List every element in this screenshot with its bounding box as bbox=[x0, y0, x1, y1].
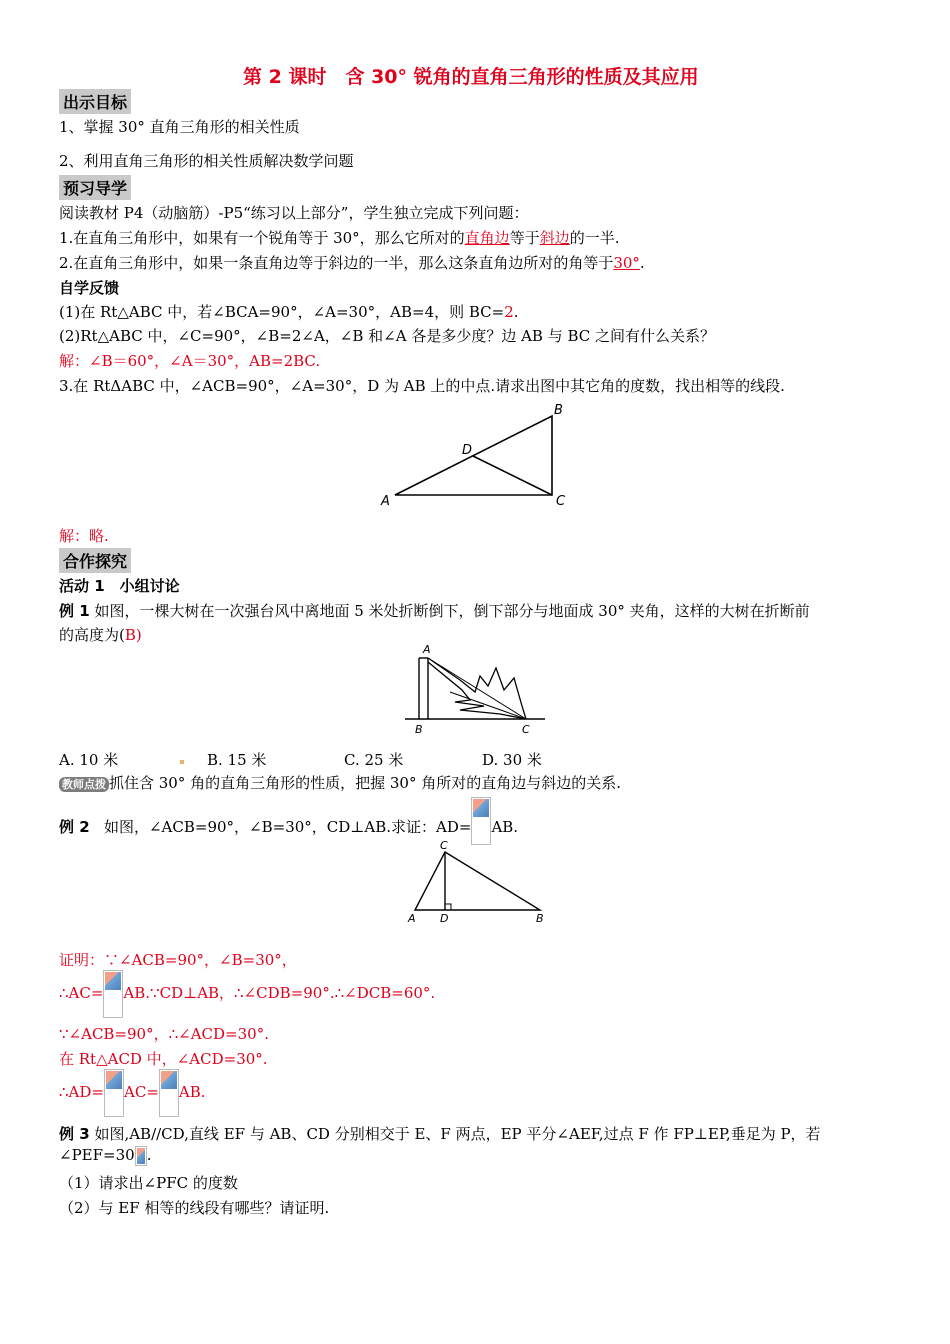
section-cooperation: 合作探究 bbox=[59, 548, 131, 573]
marker-dot bbox=[180, 760, 184, 764]
goal-2: 2、利用直角三角形的相关性质解决数学问题 bbox=[59, 152, 354, 170]
fig2-label-c: C bbox=[522, 723, 530, 736]
section-preview: 预习导学 bbox=[59, 175, 131, 200]
section-goals: 出示目标 bbox=[59, 89, 131, 114]
option-a: A. 10 米 bbox=[59, 751, 119, 769]
example-2: 例 2 如图，∠ACB=90°，∠B=30°，CD⊥AB.求证：AD= AB. bbox=[59, 811, 518, 845]
fig1-label-c: C bbox=[556, 494, 566, 509]
broken-tree-figure bbox=[400, 640, 550, 738]
fig1-label-a: A bbox=[381, 494, 390, 509]
question-3: 3.在 RtΔABC 中，∠ACB=90°，∠A=30°，D 为 AB 上的中点.请求出图中其它角的度数，找出相等的线段. bbox=[59, 377, 785, 395]
fig2-label-a: A bbox=[423, 643, 431, 656]
activity-1-heading: 活动 1 小组讨论 bbox=[59, 577, 180, 595]
fraction-half-image bbox=[103, 970, 123, 1018]
example-3-line-1: 例 3 如图,AB//CD,直线 EF 与 AB、CD 分别相交于 E、F 两点，EP 平分∠AEF,过点 F 作 FP⊥EP,垂足为 P，若 bbox=[59, 1125, 821, 1143]
option-d: D. 30 米 bbox=[482, 751, 542, 769]
option-c: C. 25 米 bbox=[344, 751, 404, 769]
triangle-figure-2 bbox=[400, 838, 560, 930]
preview-item-2: 2.在直角三角形中，如果一条直角边等于斜边的一半，那么这条直角边所对的角等于30°. bbox=[59, 254, 645, 272]
fig3-label-d: D bbox=[440, 912, 449, 925]
triangle-figure-1 bbox=[370, 398, 580, 513]
fig1-label-b: B bbox=[554, 403, 563, 418]
question-1: (1)在 Rt△ABC 中，若∠BCA=90°，∠A=30°，AB=4，则 BC=2. bbox=[59, 303, 519, 321]
proof-line-5: ∴AD= AC= AB. bbox=[59, 1069, 206, 1117]
reading-instruction: 阅读教材 P4（动脑筋）-P5“练习以上部分”，学生独立完成下列问题： bbox=[59, 204, 529, 222]
proof-line-3: ∵∠ACB=90°，∴∠ACD=30°. bbox=[59, 1025, 269, 1043]
page-title: 第 2 课时 含 30° 锐角的直角三角形的性质及其应用 bbox=[243, 66, 699, 88]
example-1-line-2: 的高度为(B) bbox=[59, 626, 142, 644]
teacher-tip-badge: 教师点拨 bbox=[59, 777, 109, 792]
question-2-answer: 解：∠B＝60°，∠A＝30°，AB=2BC. bbox=[59, 352, 321, 370]
fig1-label-d: D bbox=[462, 443, 473, 458]
fig3-label-b: B bbox=[536, 912, 544, 925]
fig2-label-b: B bbox=[415, 723, 423, 736]
fig3-label-c: C bbox=[440, 839, 448, 852]
goal-1: 1、掌握 30° 直角三角形的相关性质 bbox=[59, 118, 300, 136]
preview-item-1: 1.在直角三角形中，如果有一个锐角等于 30°，那么它所对的直角边等于斜边的一半. bbox=[59, 229, 620, 247]
proof-line-1: 证明：∵∠ACB=90°，∠B=30°， bbox=[59, 951, 297, 969]
teacher-tip: 教师点拨 抓住含 30° 角的直角三角形的性质，把握 30° 角所对的直角边与斜边的关系. bbox=[59, 772, 621, 793]
proof-line-4: 在 Rt△ACD 中，∠ACD=30°. bbox=[59, 1050, 268, 1068]
option-b: B. 15 米 bbox=[207, 751, 267, 769]
example-3-line-2: ∠PEF=30 . bbox=[59, 1146, 152, 1164]
fig3-label-a: A bbox=[408, 912, 416, 925]
example-1-line-1: 例 1 如图，一棵大树在一次强台风中离地面 5 米处折断倒下，倒下部分与地面成 30° 夹角，这样的大树在折断前 bbox=[59, 602, 810, 620]
proof-line-2: ∴AC= AB.∵CD⊥AB，∴∠CDB=90°.∴∠DCB=60°. bbox=[59, 970, 435, 1018]
question-3-answer: 解：略. bbox=[59, 527, 109, 545]
question-2: (2)Rt△ABC 中，∠C=90°，∠B=2∠A，∠B 和∠A 各是多少度？边 AB 与 BC 之间有什么关系？ bbox=[59, 327, 716, 345]
example-3-question-2: （2）与 EF 相等的线段有哪些？请证明. bbox=[59, 1199, 330, 1217]
degree-image bbox=[135, 1146, 147, 1166]
fraction-half-image bbox=[159, 1069, 179, 1117]
self-feedback-heading: 自学反馈 bbox=[59, 279, 120, 297]
fraction-half-image bbox=[104, 1069, 124, 1117]
example-3-question-1: （1）请求出∠PFC 的度数 bbox=[59, 1174, 238, 1192]
